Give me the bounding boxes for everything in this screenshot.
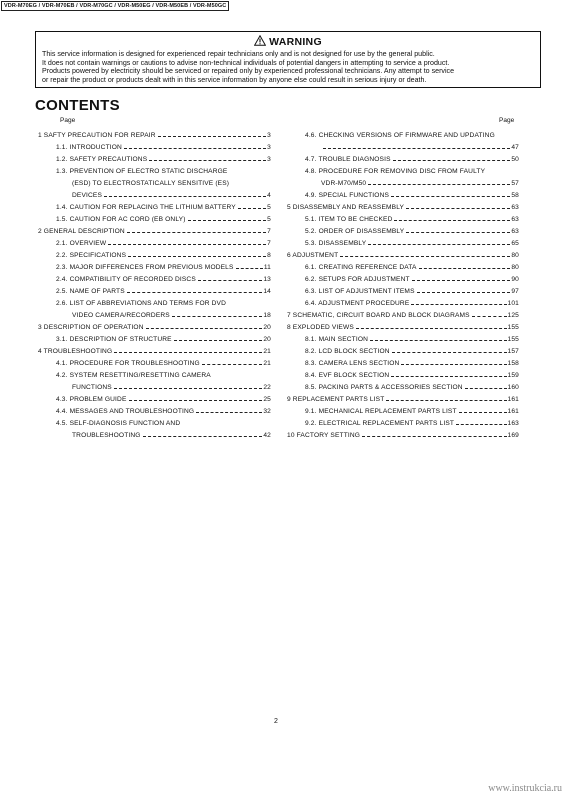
toc-entry-page: 97: [511, 288, 519, 295]
toc-entry[interactable]: [287, 190, 519, 202]
toc-leader: [412, 280, 511, 281]
toc-entry-page: 155: [507, 324, 519, 331]
toc-leader: [368, 244, 510, 245]
toc-entry-title: 8.4. EVF BLOCK SECTION: [305, 372, 390, 379]
toc-entry-page: 8: [267, 252, 271, 259]
toc-leader: [340, 256, 510, 257]
toc-entry-page: 22: [263, 384, 271, 391]
toc-entry-page: 155: [507, 336, 519, 343]
toc-leader: [238, 208, 266, 209]
toc-leader: [456, 424, 506, 425]
toc-entry-title: 5 DISASSEMBLY AND REASSEMBLY: [287, 204, 405, 211]
toc-entry[interactable]: [38, 418, 271, 430]
toc-entry-page: 161: [507, 408, 519, 415]
toc-entry[interactable]: [287, 394, 519, 406]
toc-entry-title: 4.4. MESSAGES AND TROUBLESHOOTING: [56, 408, 195, 415]
toc-entry[interactable]: [287, 130, 519, 142]
warning-box: [35, 31, 541, 88]
watermark: www.instrukcia.ru: [488, 783, 562, 794]
toc-entry[interactable]: [287, 178, 519, 190]
toc-entry-title: 5.1. ITEM TO BE CHECKED: [305, 216, 393, 223]
toc-entry-title: 8.5. PACKING PARTS & ACCESSORIES SECTION: [305, 384, 463, 391]
toc-entry-page: 5: [267, 204, 271, 211]
toc-entry-page: 20: [263, 336, 271, 343]
toc-entry-title: TROUBLESHOOTING: [72, 432, 141, 439]
toc-entry[interactable]: [38, 238, 271, 250]
toc-entry-page: 63: [511, 216, 519, 223]
toc-entry-page: 101: [507, 300, 519, 307]
toc-entry-title: 2.4. COMPATIBILITY OF RECORDED DISCS: [56, 276, 196, 283]
toc-entry-title: 9.2. ELECTRICAL REPLACEMENT PARTS LIST: [305, 420, 455, 427]
toc-entry-page: 161: [507, 396, 519, 403]
toc-entry-title: 1.5. CAUTION FOR AC CORD (EB ONLY): [56, 216, 186, 223]
toc-entry-page: 47: [511, 144, 519, 151]
toc-entry-title: 8.2. LCD BLOCK SECTION: [305, 348, 390, 355]
toc-leader: [114, 352, 262, 353]
toc-entry-page: 4: [267, 192, 271, 199]
toc-leader: [419, 268, 511, 269]
toc-entry[interactable]: [38, 394, 271, 406]
toc-entry-page: 21: [263, 348, 271, 355]
toc-leader: [172, 316, 263, 317]
toc-leader: [417, 292, 511, 293]
toc-entry-title: 1.2. SAFETY PRECAUTIONS: [56, 156, 148, 163]
toc-entry-page: 21: [263, 360, 271, 367]
toc-entry-page: 7: [267, 240, 271, 247]
toc-entry-page: 63: [511, 228, 519, 235]
toc-entry-page: 90: [511, 276, 519, 283]
toc-entry-title: 4.5. SELF-DIAGNOSIS FUNCTION AND: [56, 420, 181, 427]
toc-entry[interactable]: [38, 406, 271, 418]
toc-entry-page: 3: [267, 132, 271, 139]
toc-entry-page: 11: [263, 264, 271, 271]
warning-triangle-icon: [254, 35, 266, 49]
toc-leader: [459, 412, 507, 413]
toc-entry-title: 5.3. DISASSEMBLY: [305, 240, 367, 247]
toc-entry[interactable]: [287, 166, 519, 178]
toc-entry[interactable]: [38, 322, 271, 334]
toc-entry-title: 2.5. NAME OF PARTS: [56, 288, 125, 295]
warning-title-row: [42, 35, 534, 49]
toc-entry-title: 4 TROUBLESHOOTING: [38, 348, 113, 355]
toc-leader: [472, 316, 507, 317]
warning-line: Products powered by electricity should be serviced or repaired only by experienced professional technicians. Any attempt to service: [42, 67, 455, 76]
toc-entry[interactable]: [287, 154, 519, 166]
warning-line: or repair the product or products dealt with in this service information by anyone else could result in serious injury or death.: [42, 75, 427, 84]
toc-entry-page: 3: [267, 144, 271, 151]
toc-leader: [391, 376, 506, 377]
toc-entry-title: 4.2. SYSTEM RESETTING/RESETTING CAMERA: [56, 372, 211, 379]
toc-entry[interactable]: [38, 178, 271, 190]
toc-entry-title: 8.3. CAMERA LENS SECTION: [305, 360, 400, 367]
toc-entry-title: VIDEO CAMERA/RECORDERS: [72, 312, 170, 319]
toc-leader: [368, 184, 510, 185]
toc-leader: [124, 148, 266, 149]
toc-entry[interactable]: [287, 262, 519, 274]
toc-entry-title: 2.6. LIST OF ABBREVIATIONS AND TERMS FOR DVD: [56, 300, 227, 307]
toc-entry[interactable]: [38, 142, 271, 154]
toc-entry[interactable]: [287, 298, 519, 310]
toc-leader: [406, 208, 510, 209]
toc-entry[interactable]: [38, 358, 271, 370]
toc-entry-title: 9 REPLACEMENT PARTS LIST: [287, 396, 385, 403]
toc-leader: [158, 136, 266, 137]
toc-entry[interactable]: [287, 406, 519, 418]
toc-left-column: [38, 130, 271, 442]
toc-entry-title: 2.3. MAJOR DIFFERENCES FROM PREVIOUS MODELS: [56, 264, 234, 271]
contents-title: CONTENTS: [35, 97, 120, 114]
toc-leader: [401, 364, 506, 365]
warning-title: WARNING: [269, 35, 322, 48]
toc-entry[interactable]: [38, 250, 271, 262]
toc-entry-title: 6.1. CREATING REFERENCE DATA: [305, 264, 417, 271]
toc-entry-page: 20: [263, 324, 271, 331]
toc-leader: [362, 436, 506, 437]
toc-entry[interactable]: [287, 202, 519, 214]
toc-entry-title: 1.4. CAUTION FOR REPLACING THE LITHIUM BATTERY: [56, 204, 236, 211]
toc-entry[interactable]: [287, 358, 519, 370]
toc-leader: [127, 292, 263, 293]
toc-entry[interactable]: [38, 166, 271, 178]
toc-entry-page: 65: [511, 240, 519, 247]
toc-entry-page: 125: [507, 312, 519, 319]
toc-leader: [323, 148, 510, 149]
toc-leader: [370, 340, 507, 341]
toc-entry-page: 80: [511, 252, 519, 259]
toc-entry-title: 10 FACTORY SETTING: [287, 432, 361, 439]
toc-leader: [104, 196, 266, 197]
toc-entry[interactable]: [38, 154, 271, 166]
toc-entry-title: 6.3. LIST OF ADJUSTMENT ITEMS: [305, 288, 415, 295]
toc-entry-title: 2 GENERAL DESCRIPTION: [38, 228, 125, 235]
toc-right-column: [287, 130, 519, 442]
toc-entry-title: (ESD) TO ELECTROSTATICALLY SENSITIVE (ES): [72, 180, 230, 187]
toc-leader: [114, 388, 263, 389]
toc-leader: [202, 364, 263, 365]
page-header-right: Page: [499, 117, 515, 124]
toc-entry[interactable]: [287, 322, 519, 334]
toc-entry-page: 14: [263, 288, 271, 295]
toc-entry-title: 6.4. ADJUSTMENT PROCEDURE: [305, 300, 410, 307]
toc-entry[interactable]: [287, 418, 519, 430]
toc-entry[interactable]: [38, 310, 271, 322]
toc-entry[interactable]: [287, 142, 519, 154]
toc-entry-page: 58: [511, 192, 519, 199]
toc-entry[interactable]: [287, 226, 519, 238]
toc-leader: [128, 256, 266, 257]
toc-entry[interactable]: [38, 430, 271, 442]
toc-entry[interactable]: [38, 130, 271, 142]
toc-leader: [129, 400, 263, 401]
toc-entry-page: 158: [507, 360, 519, 367]
toc-entry[interactable]: [38, 334, 271, 346]
toc-entry[interactable]: [287, 334, 519, 346]
toc-entry-title: 4.9. SPECIAL FUNCTIONS: [305, 192, 390, 199]
toc-entry-title: 4.6. CHECKING VERSIONS OF FIRMWARE AND UPDATING: [305, 132, 495, 139]
toc-entry[interactable]: [287, 274, 519, 286]
toc-entry[interactable]: [38, 214, 271, 226]
toc-entry-page: 63: [511, 204, 519, 211]
toc-entry-title: 5.2. ORDER OF DISASSEMBLY: [305, 228, 405, 235]
toc-entry[interactable]: [38, 274, 271, 286]
toc-leader: [236, 268, 263, 269]
toc-entry-title: 4.7. TROUBLE DIAGNOSIS: [305, 156, 391, 163]
toc-entry[interactable]: [38, 298, 271, 310]
toc-leader: [149, 160, 266, 161]
toc-leader: [411, 304, 506, 305]
toc-entry-page: 13: [263, 276, 271, 283]
toc-entry-page: 80: [511, 264, 519, 271]
page-number: 2: [274, 718, 278, 725]
toc-entry[interactable]: [38, 202, 271, 214]
toc-entry-title: 8 EXPLODED VIEWS: [287, 324, 354, 331]
toc-leader: [356, 328, 507, 329]
toc-entry[interactable]: [38, 346, 271, 358]
toc-entry[interactable]: [287, 346, 519, 358]
toc-entry[interactable]: [38, 286, 271, 298]
toc-entry-title: 3 DESCRIPTION OF OPERATION: [38, 324, 144, 331]
toc-leader: [406, 232, 510, 233]
toc-leader: [391, 196, 510, 197]
toc-leader: [146, 328, 263, 329]
toc-entry-title: VDR-M70/M50: [321, 180, 367, 187]
toc-entry-title: 2.2. SPECIFICATIONS: [56, 252, 127, 259]
toc-entry[interactable]: [287, 286, 519, 298]
toc-entry-page: 5: [267, 216, 271, 223]
toc-entry[interactable]: [287, 238, 519, 250]
toc-entry-page: 50: [511, 156, 519, 163]
toc-leader: [143, 436, 263, 437]
toc-entry[interactable]: [38, 262, 271, 274]
toc-entry[interactable]: [38, 370, 271, 382]
toc-entry-title: 2.1. OVERVIEW: [56, 240, 107, 247]
warning-line: This service information is designed for experienced repair technicians only and is not designed for use by the general public.: [42, 50, 435, 58]
toc-entry-page: 159: [507, 372, 519, 379]
toc-entry[interactable]: [287, 370, 519, 382]
toc-entry-page: 169: [507, 432, 519, 439]
toc-entry-title: 1 SAFTY PRECAUTION FOR REPAIR: [38, 132, 156, 139]
toc-entry-page: 163: [507, 420, 519, 427]
toc-entry-title: 4.8. PROCEDURE FOR REMOVING DISC FROM FAULTY: [305, 168, 486, 175]
toc-leader: [465, 388, 507, 389]
toc-entry[interactable]: [287, 214, 519, 226]
toc-entry-title: 1.3. PREVENTION OF ELECTRO STATIC DISCHARGE: [56, 168, 228, 175]
toc-entry-page: 3: [267, 156, 271, 163]
toc-entry-title: 9.1. MECHANICAL REPLACEMENT PARTS LIST: [305, 408, 457, 415]
toc-leader: [174, 340, 263, 341]
toc-entry-title: 8.1. MAIN SECTION: [305, 336, 369, 343]
toc-entry-title: 3.1. DESCRIPTION OF STRUCTURE: [56, 336, 172, 343]
toc-leader: [393, 160, 511, 161]
toc-entry[interactable]: [287, 310, 519, 322]
warning-line: It does not contain warnings or cautions to advise non-technical individuals of potential dangers in attempting to service a product.: [42, 58, 450, 67]
toc-entry-page: 157: [507, 348, 519, 355]
toc-leader: [108, 244, 266, 245]
toc-entry[interactable]: [38, 382, 271, 394]
toc-entry[interactable]: [287, 250, 519, 262]
toc-leader: [127, 232, 266, 233]
toc-entry-page: 160: [507, 384, 519, 391]
page-header-left: Page: [60, 117, 76, 124]
model-tag: VDR-M70EG / VDR-M70EB / VDR-M70GC / VDR-M50EG / VDR-M50EB / VDR-M50GC: [1, 1, 229, 11]
toc-leader: [198, 280, 262, 281]
toc-entry[interactable]: [287, 430, 519, 442]
toc-entry-title: 6 ADJUSTMENT: [287, 252, 339, 259]
toc-leader: [196, 412, 262, 413]
toc-entry[interactable]: [38, 226, 271, 238]
toc-entry-page: 32: [263, 408, 271, 415]
toc-leader: [394, 220, 510, 221]
toc-leader: [392, 352, 507, 353]
toc-entry[interactable]: [287, 382, 519, 394]
toc-entry[interactable]: [38, 190, 271, 202]
toc-entry-page: 25: [263, 396, 271, 403]
toc-entry-title: 4.3. PROBLEM GUIDE: [56, 396, 127, 403]
toc-entry-page: 7: [267, 228, 271, 235]
toc-entry-title: 1.1. INTRODUCTION: [56, 144, 122, 151]
toc-entry-title: 7 SCHEMATIC, CIRCUIT BOARD AND BLOCK DIAGRAMS: [287, 312, 470, 319]
toc-entry-page: 18: [263, 312, 271, 319]
toc-leader: [386, 400, 506, 401]
toc-leader: [188, 220, 267, 221]
toc-entry-title: 6.2. SETUPS FOR ADJUSTMENT: [305, 276, 410, 283]
toc-entry-title: FUNCTIONS: [72, 384, 112, 391]
toc-entry-title: 4.1. PROCEDURE FOR TROUBLESHOOTING: [56, 360, 200, 367]
toc-entry-page: 42: [263, 432, 271, 439]
toc-entry-title: DEVICES: [72, 192, 102, 199]
toc-entry-page: 57: [511, 180, 519, 187]
